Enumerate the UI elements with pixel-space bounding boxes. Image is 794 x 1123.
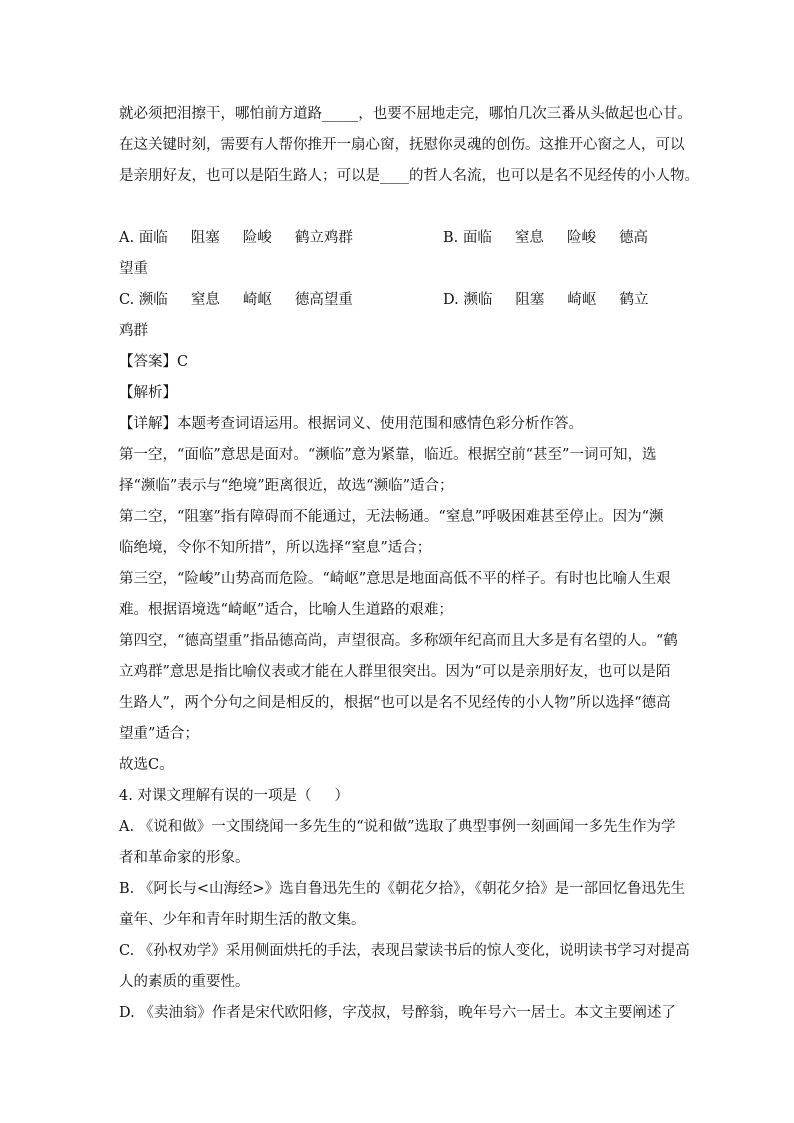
passage-line-3: 是亲朋好友，也可以是陌生路人；可以是____的哲人名流，也可以是名不见经传的小人物。 <box>119 168 699 184</box>
explanation-line: 生路人”，两个分句之间是相反的，根据“也可以是名不见经传的小人物”所以选择“德高 <box>119 695 671 711</box>
explanation-line: 故选C。 <box>119 757 174 773</box>
explanation-line: 第四空，“德高望重”指品德高尚，声望很高。多称颂年纪高而且大多是有名望的人。“鹤 <box>119 633 678 649</box>
explanation-line: 望重”适合； <box>119 726 199 742</box>
explanation-line: 择“濒临”表示与“绝境”距离很近，故选“濒临”适合； <box>119 478 454 494</box>
question-4-line: A. 《说和做》一文围绕闻一多先生的“说和做”选取了典型事例一刻画闻一多先生作为学 <box>119 819 676 835</box>
passage-line-2: 在这关键时刻，需要有人帮你推开一扇心窗，抚慰你灵魂的创伤。这推开心窗之人，可以 <box>119 137 685 153</box>
option-d-continued: 鸡群 <box>119 323 148 339</box>
explanation-line: 难。根据语境选“崎岖”适合，比喻人生道路的艰难； <box>119 602 453 618</box>
option-b-continued: 望重 <box>119 261 148 277</box>
option-b: B. 面临 窒息 险峻 德高 <box>443 230 649 246</box>
question-4-stem: 4. 对课文理解有误的一项是（ ） <box>119 788 349 804</box>
explanation-line: 临绝境，令你不知所措”，所以选择“窒息”适合； <box>119 540 432 556</box>
question-4-line: D. 《卖油翁》作者是宋代欧阳修，字茂叔，号醉翁，晚年号六一居士。本文主要阐述了 <box>119 1005 676 1021</box>
analysis-label: 【解析】 <box>119 385 177 401</box>
question-4-line: C. 《孙权劝学》采用侧面烘托的手法，表现吕蒙读书后的惊人变化，说明读书学习对提高 <box>119 943 690 959</box>
option-d: D. 濒临 阻塞 崎岖 鹤立 <box>443 292 649 308</box>
option-a: A. 面临 阻塞 险峻 鹤立鸡群 <box>119 230 353 246</box>
question-4-line: B. 《阿长与<山海经>》选自鲁迅先生的《朝花夕拾》，《朝花夕拾》是一部回忆鲁迅先生 <box>119 881 686 897</box>
explanation-line: 第三空，“险峻”山势高而危险。“崎岖”意思是地面高低不平的样子。有时也比喻人生艰 <box>119 571 671 587</box>
question-4-line: 童年、少年和青年时期生活的散文集。 <box>119 912 366 928</box>
explanation-line: 第二空，“阻塞”指有障碍而不能通过，无法畅通。“窒息”呼吸困难甚至停止。因为“濒 <box>119 509 664 525</box>
explanation-line: 【详解】本题考查词语运用。根据词义、使用范围和感情色彩分析作答。 <box>119 416 583 432</box>
question-4-line: 人的素质的重要性。 <box>119 974 250 990</box>
explanation-line: 第一空，“面临”意思是面对。“濒临”意为紧靠，临近。根据空前“甚至”一词可知，选 <box>119 447 657 463</box>
question-4-line: 者和革命家的形象。 <box>119 850 250 866</box>
explanation-line: 立鸡群”意思是指比喻仪表或才能在人群里很突出。因为“可以是亲朋好友，也可以是陌 <box>119 664 671 680</box>
passage-line-1: 就必须把泪擦干，哪怕前方道路_____，也要不屈地走完，哪怕几次三番从头做起也心甘。 <box>119 106 692 122</box>
answer-label: 【答案】C <box>119 354 189 370</box>
option-c: C. 濒临 窒息 崎岖 德高望重 <box>119 292 353 308</box>
